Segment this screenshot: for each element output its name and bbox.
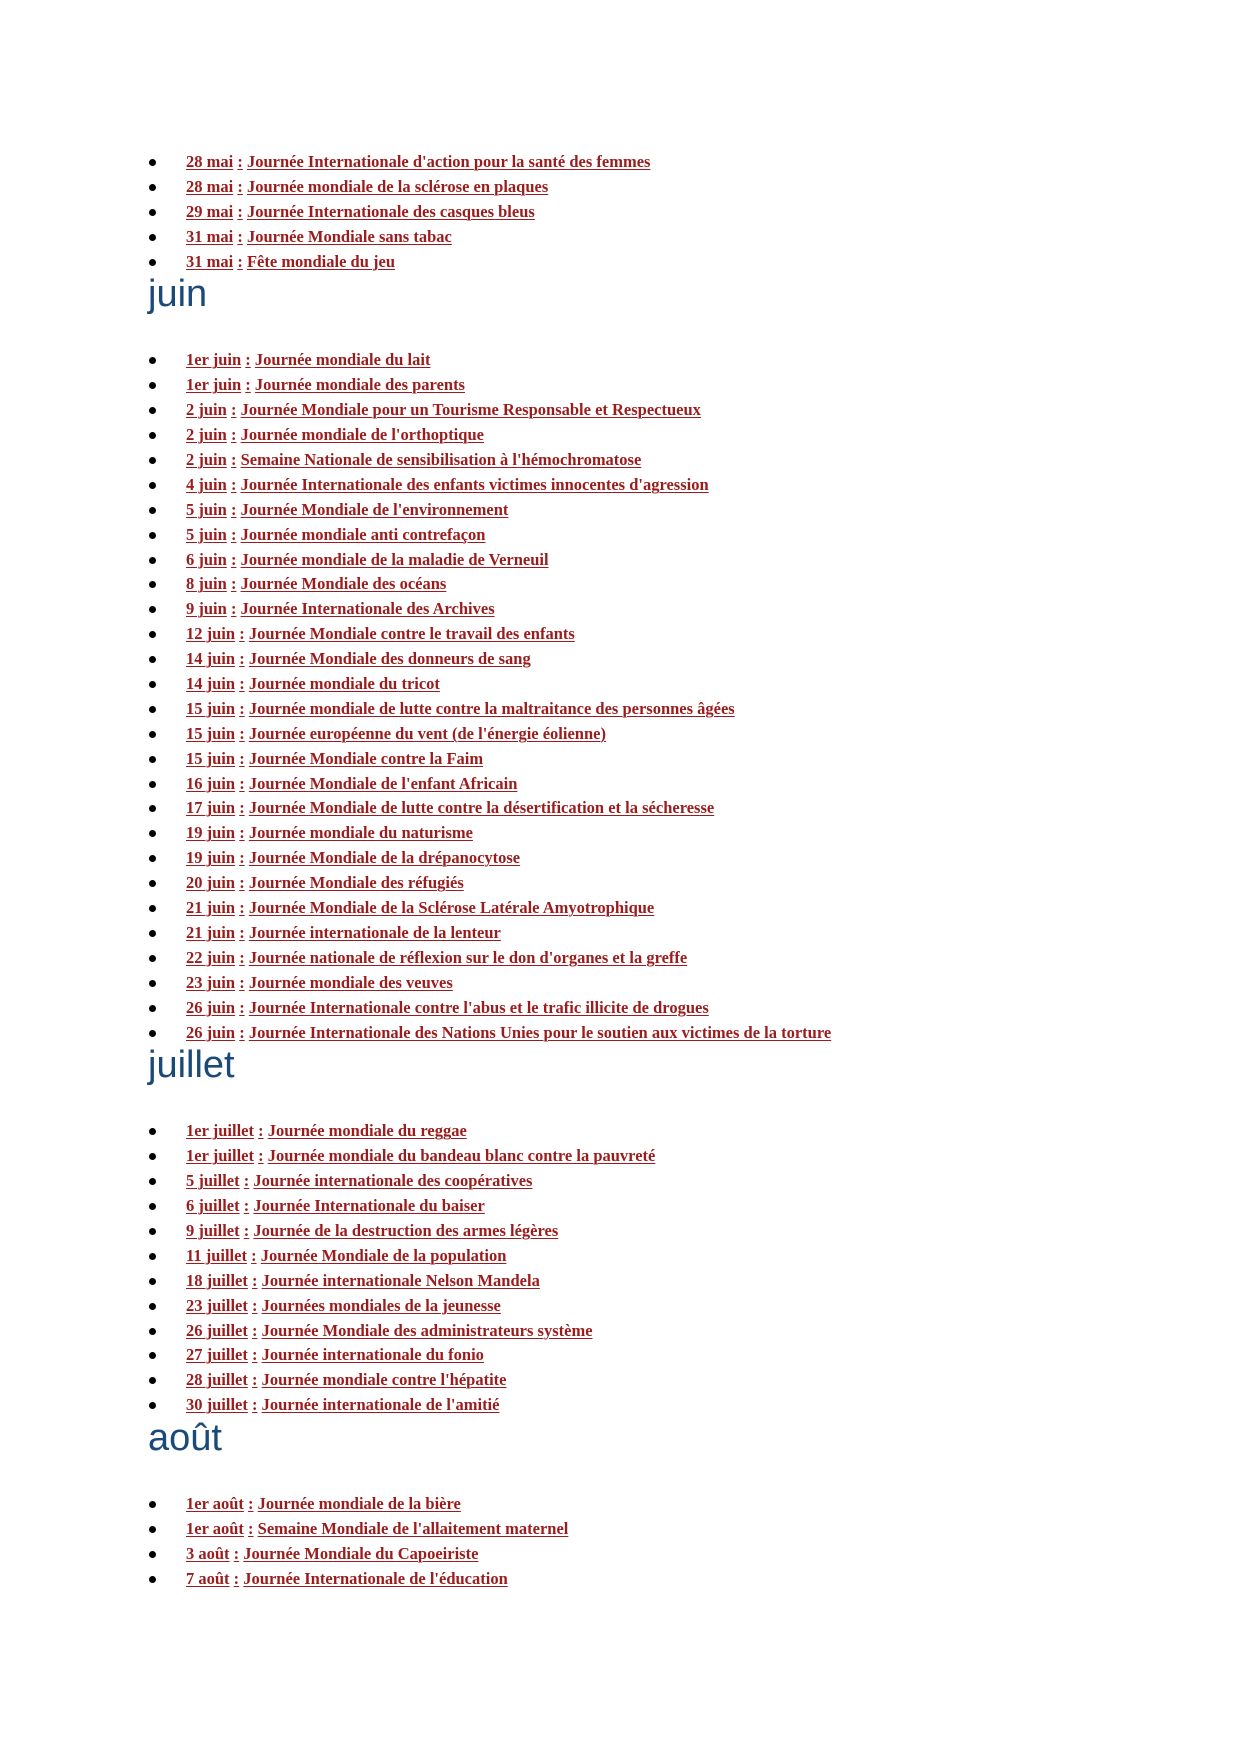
event-link[interactable]: Journée internationale de la lenteur bbox=[248, 922, 501, 942]
date-link[interactable]: 14 juin bbox=[186, 649, 236, 669]
date-link[interactable]: 15 juin bbox=[186, 723, 236, 743]
bullet-icon bbox=[149, 482, 156, 489]
list-item bbox=[0, 672, 1240, 697]
date-link[interactable]: 16 juin bbox=[186, 773, 236, 793]
list-item bbox=[0, 1244, 1240, 1269]
event-link[interactable]: Journée internationale de l'amitié bbox=[261, 1395, 500, 1415]
bullet-icon bbox=[149, 930, 156, 937]
separator-link[interactable]: : bbox=[239, 922, 245, 942]
list-item bbox=[0, 398, 1240, 423]
event-link[interactable]: Journée mondiale du bandeau blanc contre la pauvreté bbox=[267, 1146, 656, 1166]
event-link[interactable]: Fête mondiale du jeu bbox=[246, 251, 396, 271]
date-link[interactable]: 31 mai bbox=[186, 226, 234, 246]
list-item bbox=[0, 423, 1240, 448]
heading-spacer bbox=[0, 1085, 1240, 1119]
separator-link[interactable]: : bbox=[252, 1270, 258, 1290]
event-link[interactable]: Semaine Nationale de sensibilisation à l'hémochromatose bbox=[240, 450, 642, 470]
date-link[interactable]: 9 juillet bbox=[186, 1220, 240, 1240]
list-item bbox=[0, 1368, 1240, 1393]
list-item bbox=[0, 597, 1240, 622]
list-item bbox=[0, 548, 1240, 573]
separator-link[interactable]: : bbox=[239, 947, 245, 967]
event-link[interactable]: Journée Mondiale des réfugiés bbox=[248, 873, 464, 893]
separator-link[interactable]: : bbox=[245, 375, 251, 395]
date-link[interactable]: 8 juin bbox=[186, 574, 227, 594]
bullet-icon bbox=[149, 855, 156, 862]
separator-link[interactable]: : bbox=[239, 848, 245, 868]
event-link[interactable]: Journée européenne du vent (de l'énergie éolienne) bbox=[248, 723, 606, 743]
event-link[interactable]: Journée Internationale de l'éducation bbox=[243, 1568, 508, 1588]
date-link[interactable]: 14 juin bbox=[186, 674, 236, 694]
separator-link[interactable]: : bbox=[243, 1196, 250, 1216]
date-link[interactable]: 1er juillet bbox=[186, 1146, 254, 1166]
date-link[interactable]: 1er août bbox=[186, 1518, 244, 1538]
event-link[interactable]: Journée Internationale d'action pour la santé des femmes bbox=[246, 152, 651, 171]
event-link[interactable]: Journée Mondiale de l'environnement bbox=[240, 499, 509, 519]
date-link[interactable]: 12 juin bbox=[186, 624, 236, 644]
event-link[interactable]: Journée mondiale de la sclérose en plaques bbox=[246, 176, 549, 196]
event-list bbox=[0, 1492, 1240, 1592]
separator-link[interactable]: : bbox=[237, 226, 243, 246]
separator-link[interactable]: : bbox=[239, 649, 245, 669]
event-list bbox=[0, 1119, 1240, 1418]
date-link[interactable]: 18 juillet bbox=[186, 1270, 248, 1290]
bullet-icon bbox=[149, 507, 156, 514]
date-link[interactable]: 1er juin bbox=[186, 350, 242, 370]
date-link[interactable]: 27 juillet bbox=[186, 1345, 248, 1365]
event-link[interactable]: Journée mondiale anti contrefaçon bbox=[240, 524, 486, 544]
separator-link[interactable]: : bbox=[230, 599, 237, 619]
list-item bbox=[0, 846, 1240, 871]
date-link[interactable]: 15 juin bbox=[186, 748, 236, 768]
separator-link[interactable]: : bbox=[239, 972, 245, 992]
separator-link[interactable]: : bbox=[245, 350, 251, 370]
bullet-icon bbox=[149, 905, 156, 912]
separator-link[interactable]: : bbox=[233, 1543, 240, 1563]
event-list bbox=[0, 150, 1240, 274]
bullet-icon bbox=[149, 781, 156, 788]
bullet-icon bbox=[149, 382, 156, 389]
list-item bbox=[0, 1021, 1240, 1046]
date-link[interactable]: 15 juin bbox=[186, 698, 236, 718]
list-item bbox=[0, 448, 1240, 473]
separator-link[interactable]: : bbox=[239, 1022, 245, 1042]
date-link[interactable]: 4 juin bbox=[186, 474, 227, 494]
event-link[interactable]: Journée internationale du fonio bbox=[261, 1345, 484, 1365]
bullet-icon bbox=[149, 1153, 156, 1160]
bullet-icon bbox=[149, 1328, 156, 1335]
date-link[interactable]: 29 mai bbox=[186, 201, 234, 221]
date-link[interactable]: 2 juin bbox=[186, 400, 227, 420]
separator-link[interactable]: : bbox=[239, 873, 245, 893]
list-item bbox=[0, 1219, 1240, 1244]
list-item bbox=[0, 373, 1240, 398]
list-item bbox=[0, 971, 1240, 996]
event-link[interactable]: Journée Mondiale des administrateurs système bbox=[261, 1320, 593, 1340]
event-link[interactable]: Journée Mondiale des océans bbox=[240, 574, 447, 594]
list-item bbox=[0, 921, 1240, 946]
date-link[interactable]: 5 juin bbox=[186, 499, 227, 519]
list-item bbox=[0, 1567, 1240, 1592]
separator-link[interactable]: : bbox=[252, 1370, 258, 1390]
list-item bbox=[0, 796, 1240, 821]
bullet-icon bbox=[149, 532, 156, 539]
bullet-icon bbox=[149, 805, 156, 812]
bullet-icon bbox=[149, 1501, 156, 1508]
event-link[interactable]: Journée mondiale du tricot bbox=[248, 674, 440, 694]
bullet-icon bbox=[149, 830, 156, 837]
bullet-icon bbox=[149, 1228, 156, 1235]
list-item bbox=[0, 572, 1240, 597]
event-link[interactable]: Journée mondiale du reggae bbox=[267, 1121, 467, 1141]
date-link[interactable]: 6 juin bbox=[186, 549, 227, 569]
list-item bbox=[0, 200, 1240, 225]
separator-link[interactable]: : bbox=[252, 1320, 258, 1340]
date-link[interactable]: 31 mai bbox=[186, 251, 234, 271]
date-link[interactable]: 19 juin bbox=[186, 823, 236, 843]
separator-link[interactable]: : bbox=[252, 1295, 258, 1315]
list-item bbox=[0, 1119, 1240, 1144]
bullet-icon bbox=[149, 1253, 156, 1260]
list-item bbox=[0, 1343, 1240, 1368]
date-link[interactable]: 22 juin bbox=[186, 947, 236, 967]
bullet-icon bbox=[149, 1551, 156, 1558]
separator-link[interactable]: : bbox=[230, 549, 237, 569]
heading-spacer bbox=[0, 1458, 1240, 1492]
date-link[interactable]: 19 juin bbox=[186, 848, 236, 868]
date-link[interactable]: 28 mai bbox=[186, 176, 234, 196]
event-link[interactable]: Journée Mondiale de la Sclérose Latérale Amyotrophique bbox=[248, 898, 655, 918]
event-link[interactable]: Journée Mondiale de lutte contre la désertification et la sécheresse bbox=[248, 798, 715, 818]
event-link[interactable]: Journée mondiale des parents bbox=[254, 375, 465, 395]
separator-link[interactable]: : bbox=[230, 425, 237, 445]
date-link[interactable]: 2 juin bbox=[186, 425, 227, 445]
event-link[interactable]: Journée mondiale de l'orthoptique bbox=[240, 425, 484, 445]
list-item bbox=[0, 1492, 1240, 1517]
event-link[interactable]: Journée mondiale du naturisme bbox=[248, 823, 473, 843]
event-link[interactable]: Journée Internationale des casques bleus bbox=[246, 201, 535, 221]
separator-link[interactable]: : bbox=[239, 723, 245, 743]
event-link[interactable]: Journée Mondiale des donneurs de sang bbox=[248, 649, 531, 669]
list-item bbox=[0, 150, 1240, 175]
separator-link[interactable]: : bbox=[248, 1494, 254, 1514]
list-item bbox=[0, 1517, 1240, 1542]
bullet-icon bbox=[149, 209, 156, 216]
date-link[interactable]: 26 juin bbox=[186, 1022, 236, 1042]
bullet-icon bbox=[149, 756, 156, 763]
bullet-icon bbox=[149, 880, 156, 887]
bullet-icon bbox=[149, 234, 156, 241]
list-item bbox=[0, 250, 1240, 275]
list-item bbox=[0, 946, 1240, 971]
list-item bbox=[0, 175, 1240, 200]
bullet-icon bbox=[149, 1402, 156, 1409]
bullet-icon bbox=[149, 557, 156, 564]
date-link[interactable]: 11 juillet bbox=[186, 1245, 247, 1265]
list-item bbox=[0, 1144, 1240, 1169]
list-item bbox=[0, 1269, 1240, 1294]
separator-link[interactable]: : bbox=[258, 1146, 264, 1166]
separator-link[interactable]: : bbox=[258, 1121, 264, 1141]
event-link[interactable]: Journée Mondiale de la population bbox=[260, 1245, 507, 1265]
list-item bbox=[0, 747, 1240, 772]
list-item bbox=[0, 1393, 1240, 1418]
separator-link[interactable]: : bbox=[230, 524, 237, 544]
bullet-icon bbox=[149, 955, 156, 962]
bullet-icon bbox=[149, 259, 156, 266]
event-link[interactable]: Journée Internationale des Archives bbox=[240, 599, 495, 619]
event-link[interactable]: Journée Mondiale de la drépanocytose bbox=[248, 848, 521, 868]
bullet-icon bbox=[149, 1128, 156, 1135]
list-item bbox=[0, 1319, 1240, 1344]
date-link[interactable]: 26 juin bbox=[186, 997, 236, 1017]
bullet-icon bbox=[149, 1005, 156, 1012]
event-link[interactable]: Journée Mondiale contre le travail des enfants bbox=[248, 624, 575, 644]
bullet-icon bbox=[149, 1178, 156, 1185]
bullet-icon bbox=[149, 1030, 156, 1037]
event-link[interactable]: Journée mondiale de la bière bbox=[257, 1494, 461, 1514]
separator-link[interactable]: : bbox=[237, 176, 243, 196]
event-link[interactable]: Journées mondiales de la jeunesse bbox=[261, 1295, 501, 1315]
event-link[interactable]: Journée Mondiale sans tabac bbox=[246, 226, 452, 246]
date-link[interactable]: 21 juin bbox=[186, 922, 236, 942]
bullet-icon bbox=[149, 581, 156, 588]
separator-link[interactable]: : bbox=[239, 997, 245, 1017]
separator-link[interactable]: : bbox=[237, 152, 243, 171]
date-link[interactable]: 28 mai bbox=[186, 152, 234, 171]
heading-spacer bbox=[0, 314, 1240, 348]
event-link[interactable]: Journée de la destruction des armes légères bbox=[253, 1220, 559, 1240]
date-link[interactable]: 26 juillet bbox=[186, 1320, 248, 1340]
date-link[interactable]: 6 juillet bbox=[186, 1196, 240, 1216]
date-link[interactable]: 23 juin bbox=[186, 972, 236, 992]
list-item bbox=[0, 697, 1240, 722]
separator-link[interactable]: : bbox=[230, 574, 237, 594]
bullet-icon bbox=[149, 357, 156, 364]
date-link[interactable]: 5 juillet bbox=[186, 1171, 240, 1191]
bullet-icon bbox=[149, 1377, 156, 1384]
event-link[interactable]: Journée mondiale du lait bbox=[254, 350, 431, 370]
list-item bbox=[0, 996, 1240, 1021]
date-link[interactable]: 17 juin bbox=[186, 798, 236, 818]
event-link[interactable]: Journée internationale des coopératives bbox=[253, 1171, 533, 1191]
list-item bbox=[0, 348, 1240, 373]
list-item bbox=[0, 1294, 1240, 1319]
separator-link[interactable]: : bbox=[233, 1568, 240, 1588]
date-link[interactable]: 9 juin bbox=[186, 599, 227, 619]
event-link[interactable]: Journée internationale Nelson Mandela bbox=[261, 1270, 540, 1290]
list-item bbox=[0, 896, 1240, 921]
date-link[interactable]: 20 juin bbox=[186, 873, 236, 893]
date-link[interactable]: 7 août bbox=[186, 1568, 230, 1588]
separator-link[interactable]: : bbox=[230, 474, 237, 494]
separator-link[interactable]: : bbox=[230, 499, 237, 519]
list-item bbox=[0, 871, 1240, 896]
bullet-icon bbox=[149, 980, 156, 987]
list-item bbox=[0, 722, 1240, 747]
separator-link[interactable]: : bbox=[252, 1345, 258, 1365]
event-link[interactable]: Journée mondiale de la maladie de Verneuil bbox=[240, 549, 549, 569]
list-item bbox=[0, 473, 1240, 498]
separator-link[interactable]: : bbox=[237, 251, 243, 271]
bullet-icon bbox=[149, 706, 156, 713]
date-link[interactable]: 3 août bbox=[186, 1543, 230, 1563]
date-link[interactable]: 2 juin bbox=[186, 450, 227, 470]
separator-link[interactable]: : bbox=[239, 898, 245, 918]
date-link[interactable]: 5 juin bbox=[186, 524, 227, 544]
list-item bbox=[0, 647, 1240, 672]
list-item bbox=[0, 1194, 1240, 1219]
bullet-icon bbox=[149, 159, 156, 166]
separator-link[interactable]: : bbox=[239, 624, 245, 644]
bullet-icon bbox=[149, 184, 156, 191]
date-link[interactable]: 1er juin bbox=[186, 375, 242, 395]
separator-link[interactable]: : bbox=[230, 450, 237, 470]
list-item bbox=[0, 772, 1240, 797]
list-item bbox=[0, 498, 1240, 523]
bullet-icon bbox=[149, 432, 156, 439]
event-list bbox=[0, 348, 1240, 1045]
bullet-icon bbox=[149, 1352, 156, 1359]
date-link[interactable]: 1er juillet bbox=[186, 1121, 254, 1141]
bullet-icon bbox=[149, 656, 156, 663]
separator-link[interactable]: : bbox=[243, 1220, 250, 1240]
document-page bbox=[0, 150, 1240, 1592]
date-link[interactable]: 23 juillet bbox=[186, 1295, 248, 1315]
event-link[interactable]: Journée Internationale contre l'abus et le trafic illicite de drogues bbox=[248, 997, 709, 1017]
event-link[interactable]: Semaine Mondiale de l'allaitement maternel bbox=[257, 1518, 569, 1538]
separator-link[interactable]: : bbox=[248, 1518, 254, 1538]
separator-link[interactable]: : bbox=[239, 698, 245, 718]
bullet-icon bbox=[149, 606, 156, 613]
list-item bbox=[0, 821, 1240, 846]
event-link[interactable]: Journée mondiale contre l'hépatite bbox=[261, 1370, 507, 1390]
separator-link[interactable]: : bbox=[230, 400, 237, 420]
list-item bbox=[0, 622, 1240, 647]
event-link[interactable]: Journée Mondiale du Capoeiriste bbox=[243, 1543, 479, 1563]
separator-link[interactable]: : bbox=[239, 748, 245, 768]
date-link[interactable]: 21 juin bbox=[186, 898, 236, 918]
bullet-icon bbox=[149, 731, 156, 738]
list-item bbox=[0, 1169, 1240, 1194]
separator-link[interactable]: : bbox=[239, 773, 245, 793]
event-link[interactable]: Journée Internationale des Nations Unies pour le soutien aux victimes de la torture bbox=[248, 1022, 832, 1042]
separator-link[interactable]: : bbox=[239, 674, 245, 694]
separator-link[interactable]: : bbox=[239, 798, 245, 818]
bullet-icon bbox=[149, 1303, 156, 1310]
date-link[interactable]: 30 juillet bbox=[186, 1395, 248, 1415]
event-link[interactable]: Journée Mondiale de l'enfant Africain bbox=[248, 773, 518, 793]
separator-link[interactable]: : bbox=[243, 1171, 250, 1191]
event-link[interactable]: Journée Internationale du baiser bbox=[253, 1196, 485, 1216]
list-item bbox=[0, 1542, 1240, 1567]
bullet-icon bbox=[149, 1576, 156, 1583]
date-link[interactable]: 28 juillet bbox=[186, 1370, 248, 1390]
bullet-icon bbox=[149, 631, 156, 638]
bullet-icon bbox=[149, 457, 156, 464]
bullet-icon bbox=[149, 1278, 156, 1285]
bullet-icon bbox=[149, 407, 156, 414]
date-link[interactable]: 1er août bbox=[186, 1494, 244, 1514]
list-item bbox=[0, 523, 1240, 548]
event-link[interactable]: Journée Mondiale contre la Faim bbox=[248, 748, 484, 768]
bullet-icon bbox=[149, 681, 156, 688]
month-heading: juillet bbox=[148, 1044, 235, 1087]
bullet-icon bbox=[149, 1203, 156, 1210]
event-link[interactable]: Journée Internationale des enfants victimes innocentes d'agression bbox=[240, 474, 709, 494]
separator-link[interactable]: : bbox=[251, 1245, 257, 1265]
month-heading: juin bbox=[148, 273, 208, 316]
event-link[interactable]: Journée Mondiale pour un Tourisme Responsable et Respectueux bbox=[240, 400, 701, 420]
separator-link[interactable]: : bbox=[252, 1395, 258, 1415]
event-link[interactable]: Journée mondiale de lutte contre la maltraitance des personnes âgées bbox=[248, 698, 735, 718]
event-link[interactable]: Journée mondiale des veuves bbox=[248, 972, 453, 992]
event-link[interactable]: Journée nationale de réflexion sur le don d'organes et la greffe bbox=[248, 947, 688, 967]
month-heading: août bbox=[148, 1417, 222, 1460]
bullet-icon bbox=[149, 1526, 156, 1533]
separator-link[interactable]: : bbox=[237, 201, 243, 221]
separator-link[interactable]: : bbox=[239, 823, 245, 843]
list-item bbox=[0, 225, 1240, 250]
